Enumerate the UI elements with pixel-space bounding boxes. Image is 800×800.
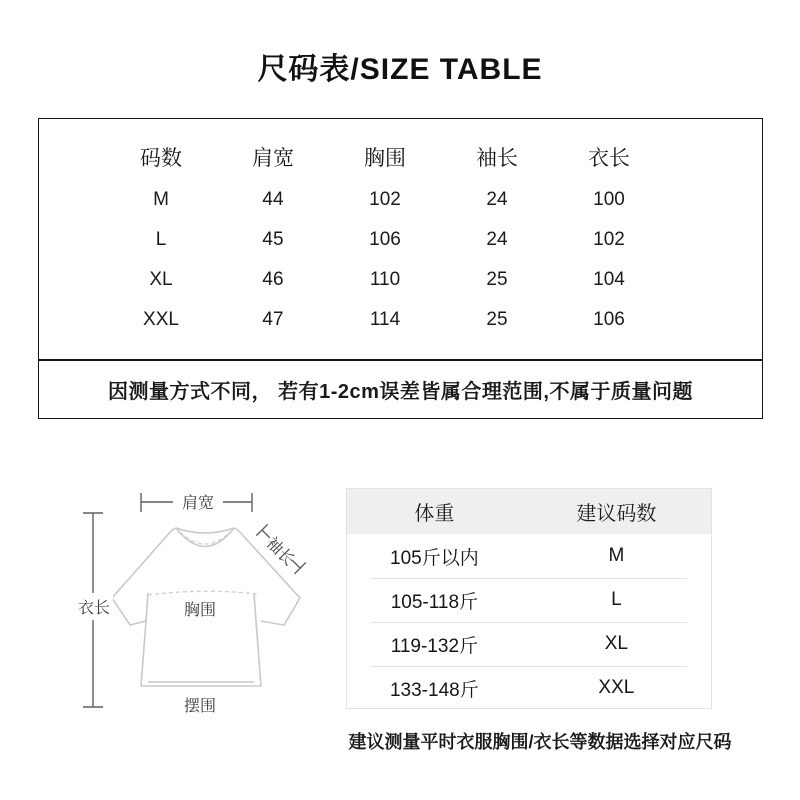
weight-range: 105斤以内 [390,547,479,569]
size-table-header-size: 码数 [140,147,182,170]
diagram-label-chest: 胸围 [183,602,217,619]
size-cell: 44 [262,189,284,210]
weight-table-header [347,489,711,534]
size-cell: 106 [593,309,625,330]
size-cell: 106 [369,229,401,250]
size-cell: 25 [486,309,508,330]
diagram-label-shoulder: 肩宽 [181,495,215,512]
size-cell: 24 [486,189,508,210]
tshirt-measurement-diagram [60,468,310,720]
size-table-header-sleeve: 袖长 [476,147,518,170]
diagram-label-hem: 摆围 [183,698,217,715]
size-table-header-length: 衣长 [588,147,630,170]
suggested-size: L [611,589,622,610]
measure-lines [83,493,306,707]
weight-table-row [347,622,711,666]
size-cell: XXL [143,309,179,330]
size-table [38,118,763,419]
suggested-size: XXL [598,677,635,698]
page-title: 尺码表/SIZE TABLE [257,53,543,86]
weight-table-header-weight: 体重 [414,503,455,525]
size-cell: M [153,189,169,210]
size-table-header-chest: 胸围 [364,147,406,170]
size-cell: 100 [593,189,625,210]
size-cell: 46 [262,269,284,290]
size-cell: 102 [369,189,401,210]
weight-table-header-size: 建议码数 [576,503,657,525]
size-table-header-shoulder: 肩宽 [252,147,294,170]
weight-range: 105-118斤 [390,591,479,613]
size-cell: 25 [486,269,508,290]
measurement-tolerance-note: 因测量方式不同， 若有1-2cm误差皆属合理范围,不属于质量问题 [39,359,762,418]
size-cell: XL [149,269,173,290]
size-cell: 45 [262,229,284,250]
weight-range: 133-148斤 [389,679,479,701]
size-cell: 104 [593,269,625,290]
size-cell: 114 [369,309,401,330]
size-cell: 102 [593,229,625,250]
weight-size-table [346,488,712,709]
weight-table-row [347,578,711,622]
suggested-size: XL [604,633,628,654]
weight-table-row [347,534,711,578]
weight-table-row [347,666,711,710]
diagram-label-sleeve: 袖长 [262,534,298,570]
tshirt-diagram-svg [60,468,310,720]
size-table-grid [39,119,762,340]
diagram-label-length: 衣长 [77,600,111,617]
size-cell: 24 [486,229,508,250]
size-selection-advice: 建议测量平时衣服胸围/衣长等数据选择对应尺码 [348,732,732,752]
suggested-size: M [608,545,625,566]
size-cell: L [155,229,167,250]
size-cell: 110 [369,269,401,290]
weight-range: 119-132斤 [390,635,479,657]
tshirt-stitch-lines [148,532,257,595]
size-cell: 47 [262,309,284,330]
